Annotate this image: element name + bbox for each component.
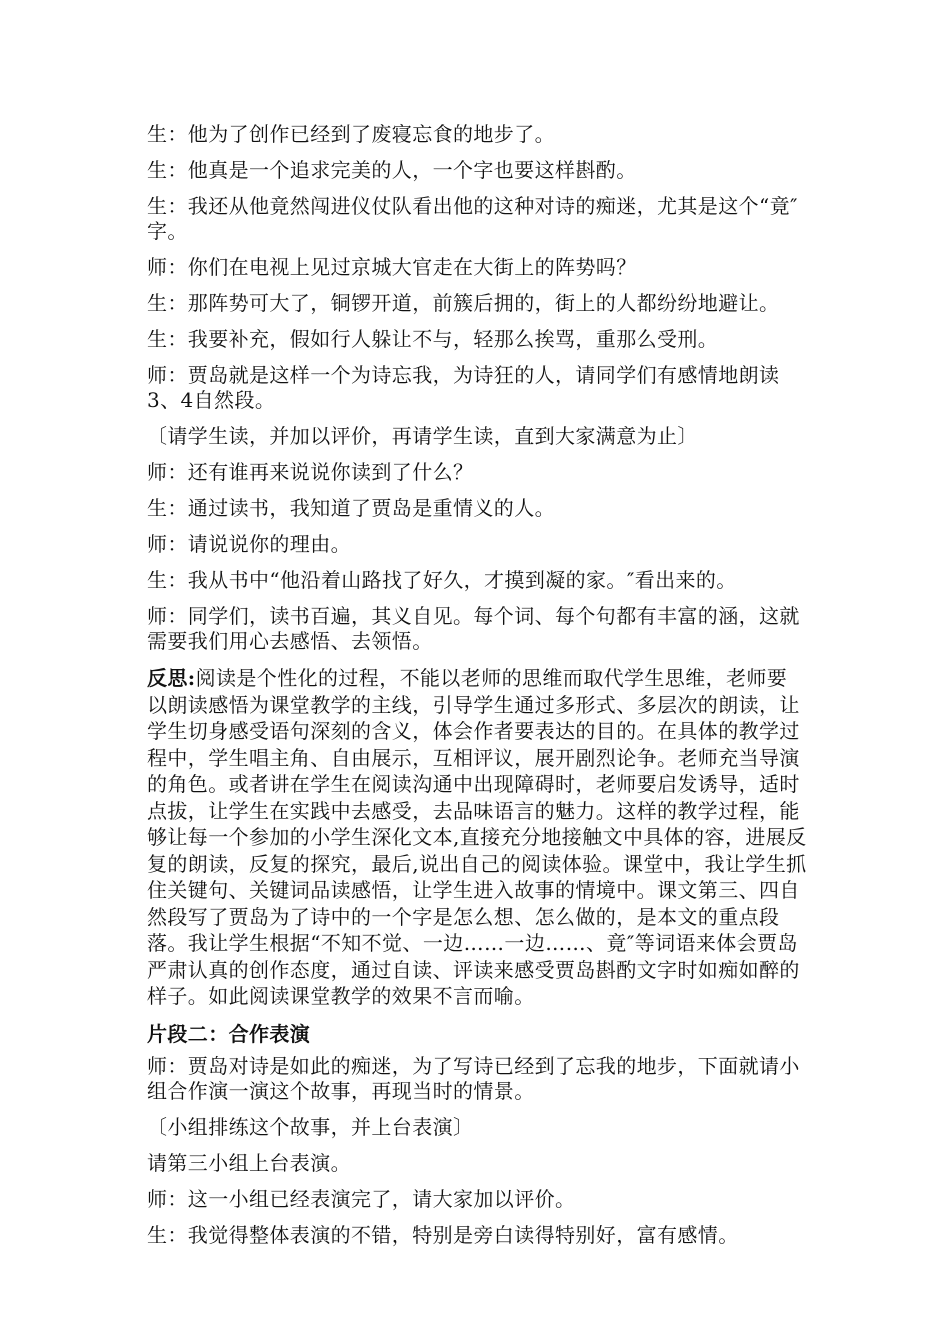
dialogue-line: 生：他真是一个追求完美的人，一个字也要这样斟酌。: [147, 158, 637, 182]
stage-direction: 〔小组排练这个故事，并上台表演〕: [147, 1114, 474, 1139]
dialogue-line: 师：这一小组已经表演完了，请大家加以评价。: [147, 1186, 576, 1211]
reflection-label: 反思:: [147, 666, 196, 690]
dialogue-line: 生：我要补充，假如行人躲让不与，轻那么挨骂，重那么受刑。: [147, 327, 719, 351]
dialogue-line: 师：还有谁再来说说你读到了什么？: [147, 460, 474, 484]
document-page: [147, 122, 807, 1259]
dialogue-line: 师：请说说你的理由。: [147, 532, 351, 556]
dialogue-line: 师：贾岛就是这样一个为诗忘我，为诗狂的人，请同学们有感情地朗读3、4自然段。: [147, 363, 780, 412]
stage-direction: 〔请学生读，并加以评价，再请学生读，直到大家满意为止〕: [147, 424, 698, 448]
dialogue-line: 生：那阵势可大了，铜锣开道，前簇后拥的，街上的人都纷纷地避让。: [147, 291, 780, 315]
dialogue-line: 师：同学们，读书百遍，其义自见。每个词、每个句都有丰富的涵，这就需要我们用心去感悟、去领悟。: [147, 604, 800, 653]
section-heading: 片段二：合作表演: [147, 1021, 311, 1046]
dialogue-line: 师：你们在电视上见过京城大官走在大街上的阵势吗？: [147, 255, 637, 279]
reflection-text: 阅读是个性化的过程，不能以老师的思维而取代学生思维，老师要以朗读感悟为课堂教学的主线，引导学生通过多形式、多层次的朗读，让学生切身感受语句深刻的含义，体会作者要表达的目的。在具体的教学过程中，学生唱主角、自由展示，互相评议，展开剧烈论争。老师充当导演的角色。或者讲在学生在阅读沟通中出现障碍时，老师要启发诱导，适时点拔，让学生在实践中去感受，去品味语言的魅力。这样的教学过程，能够让每一个参加的小学生深化文本,直接充分地接触文中具体的容，进展反复的朗读，反复的探究，最后,说出自己的阅读体验。课堂中，我让学生抓住关键句、关键词品读感悟，让学生进入故事的情境中。课文第三、四自然段写了贾岛为了诗中的一个字是怎么想、怎么做的，是本文的重点段落。我让学生根据“不知不觉、一边……一边……、竟″等词语来体会贾岛严肃认真的创作态度，通过自读、评读来感受贾岛斟酌文字时如痴如醉的样子。如此阅读课堂教学的效果不言而喻。: [147, 666, 807, 1008]
dialogue-line: 师：贾岛对诗是如此的痴迷，为了写诗已经到了忘我的地步，下面就请小组合作演一演这个故事，再现当时的情景。: [147, 1053, 800, 1103]
dialogue-line: 生：我从书中“他沿着山路找了好久，才摸到凝的家。″看出来的。: [147, 568, 737, 592]
dialogue-line: 生：我还从他竟然闯进仪仗队看出他的这种对诗的痴迷，尤其是这个“竟″字。: [147, 194, 798, 243]
reflection-paragraph: [147, 665, 807, 1010]
dialogue-line: 请第三小组上台表演。: [147, 1150, 351, 1175]
dialogue-line: 生：我觉得整体表演的不错，特别是旁白读得特别好，富有感情。: [147, 1222, 739, 1247]
dialogue-line: 生：他为了创作已经到了废寝忘食的地步了。: [147, 122, 555, 146]
dialogue-line: 生：通过读书，我知道了贾岛是重情义的人。: [147, 496, 555, 520]
